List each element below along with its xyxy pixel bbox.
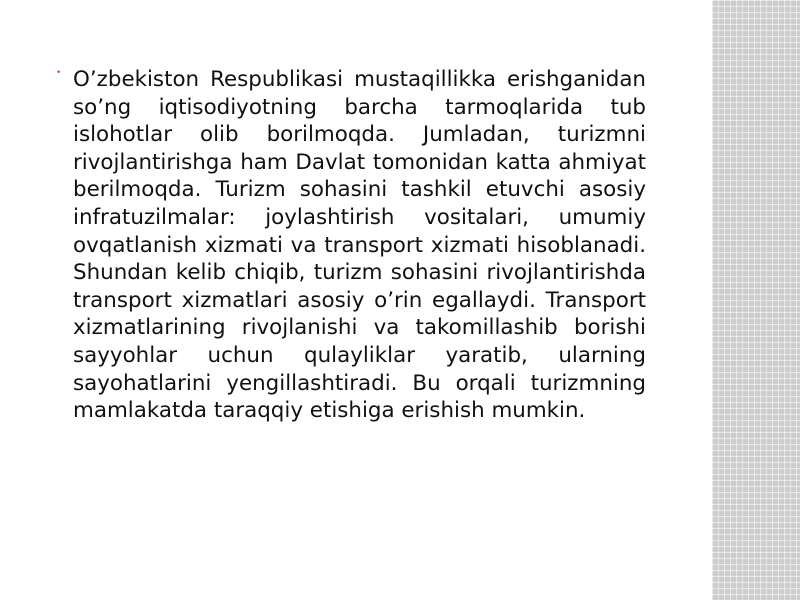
bullet-item bbox=[56, 66, 646, 425]
slide-content bbox=[56, 66, 646, 425]
bullet-icon: • bbox=[56, 68, 62, 78]
body-paragraph: O’zbekiston Respublikasi mustaqillikka erishganidan so’ng iqtisodiyotning barcha tarmoqlarida tub islohotlar olib borilmoqda. Jumladan, turizmni rivojlantirishga ham Davlat tomonidan katta ahmiyat berilmoqda. Turizm sohasini tashkil etuvchi asosiy infratuzilmalar: joylashtirish vositalari, umumiy ovqatlanish xizmati va transport xizmati hisoblanadi. Shundan kelib chiqib, turizm sohasini rivojlantirishda transport xizmatlari asosiy o’rin egallaydi. Transport xizmatlarining rivojlanishi va takomillashib borishi sayyohlar uchun qulayliklar yaratib, ularning sayohatlarini yengillashtiradi. Bu orqali turizmning mamlakatda taraqqiy etishiga erishish mumkin. bbox=[73, 67, 646, 424]
decorative-side-panel bbox=[712, 0, 800, 600]
